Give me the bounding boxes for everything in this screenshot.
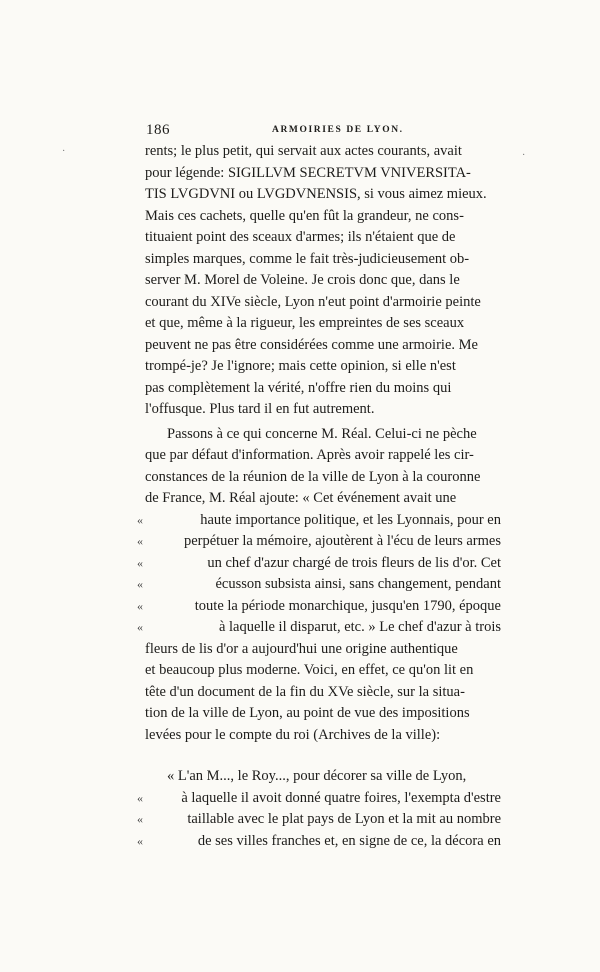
text-line: « de ses villes franches et, en signe de ce, la décora en — [137, 832, 501, 849]
paragraph — [145, 141, 501, 421]
text-line: de France, M. Réal ajoute: « Cet événement avait une — [145, 490, 457, 506]
text-line: « L'an M..., le Roy..., pour décorer sa ville de Lyon, — [167, 768, 467, 784]
text-line: server M. Morel de Voleine. Je crois donc que, dans le — [145, 272, 460, 288]
text-line: TIS LVGDVNI ou LVGDVNENSIS, si vous aimez mieux. — [145, 186, 487, 202]
paragraph — [137, 424, 501, 747]
text-line: « haute importance politique, et les Lyonnais, pour en — [137, 511, 501, 528]
text-line: « à laquelle il avoit donné quatre foires, l'exempta d'estre — [137, 789, 501, 806]
text-line: et que, même à la rigueur, les empreintes de ses sceaux — [145, 315, 465, 331]
text-line: tête d'un document de la fin du XVe siècle, sur la situa- — [145, 683, 465, 700]
text-line: tion de la ville de Lyon, au point de vue des impositions — [145, 705, 470, 721]
text-line: levées pour le compte du roi (Archives de la ville): — [145, 726, 441, 743]
quotation — [137, 766, 501, 852]
text-line: « écusson subsista ainsi, sans changement, pendant — [137, 576, 501, 592]
text-line: « perpétuer la mémoire, ajoutèrent à l'écu de leurs armes — [137, 533, 501, 549]
text-line: rents; le plus petit, qui servait aux actes courants, avait — [145, 143, 462, 159]
text-line: et beaucoup plus moderne. Voici, en effet, ce qu'on lit en — [145, 662, 474, 678]
text-line: « taillable avec le plat pays de Lyon et la mit au nombre — [137, 811, 501, 827]
text-line: simples marques, comme le fait très-judicieusement ob- — [145, 250, 470, 267]
text-line: trompé-je? Je l'ignore; mais cette opinion, si elle n'est — [145, 358, 456, 374]
body-text — [137, 141, 501, 852]
running-title: ARMOIRIES DE LYON. — [272, 125, 404, 135]
text-line: pas complètement la vérité, n'offre rien du moins qui — [145, 379, 452, 396]
text-line: pour légende: SIGILLVM SECRETVM VNIVERSITA- — [145, 164, 471, 181]
text-line: que par défaut d'information. Après avoir rappelé les cir- — [145, 447, 474, 463]
text-line: « toute la période monarchique, jusqu'en 1790, époque — [137, 597, 501, 614]
margin-mark: · — [522, 150, 526, 161]
text-line: Passons à ce qui concerne M. Réal. Celui-ci ne pèche — [167, 425, 477, 442]
text-line: courant du XIVe siècle, Lyon n'eut point d'armoirie peinte — [145, 293, 481, 310]
margin-mark: · — [62, 146, 66, 157]
text-line: Mais ces cachets, quelle qu'en fût la grandeur, ne cons- — [145, 207, 464, 224]
text-line: fleurs de lis d'or a aujourd'hui une origine authentique — [145, 640, 458, 657]
text-line: tituaient point des sceaux d'armes; ils n'étaient que de — [145, 229, 456, 245]
running-head — [146, 122, 527, 140]
page-number: 186 — [146, 122, 170, 138]
text-line: constances de la réunion de la ville de Lyon à la couronne — [145, 468, 481, 485]
text-line: « un chef d'azur chargé de trois fleurs de lis d'or. Cet — [137, 554, 501, 571]
text-line: « à laquelle il disparut, etc. » Le chef d'azur à trois — [137, 619, 501, 635]
text-line: l'offusque. Plus tard il en fut autrement. — [145, 401, 375, 417]
text-line: peuvent ne pas être considérées comme une armoirie. Me — [145, 336, 478, 353]
